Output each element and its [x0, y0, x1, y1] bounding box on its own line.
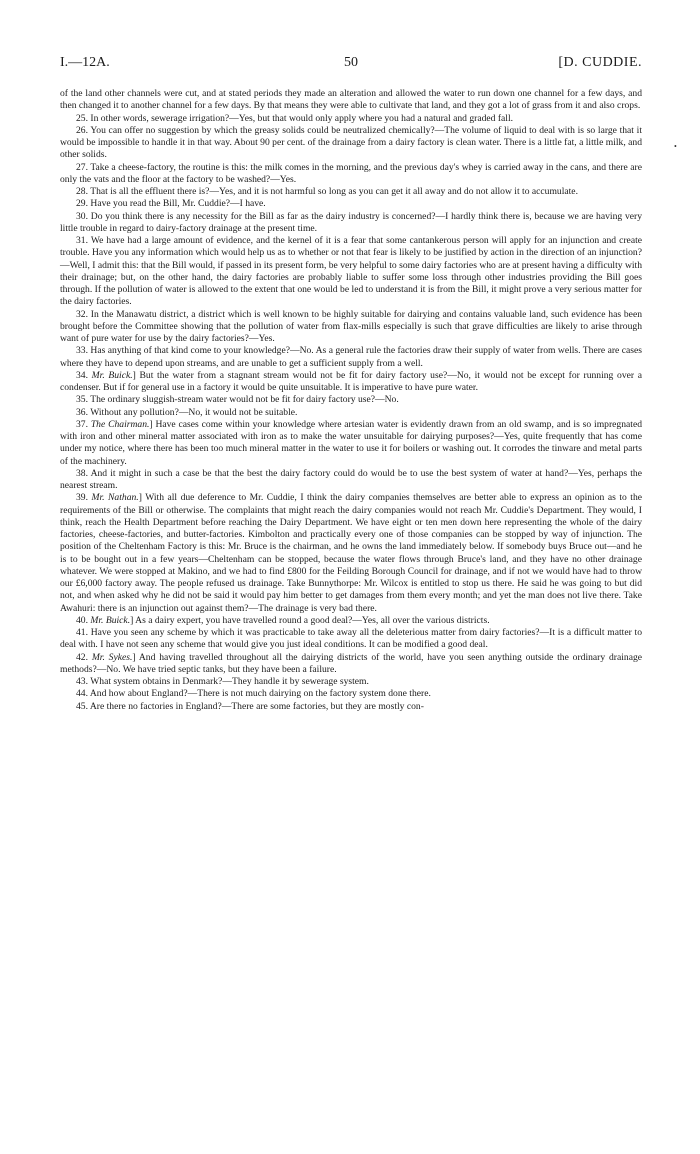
paragraph-text: ] As a dairy expert, you have travelled round a good deal?—Yes, all over the various districts. — [130, 614, 490, 626]
speaker-name: Mr. Sykes. — [91, 651, 133, 663]
paragraph: 41. Have you seen any scheme by which it was practicable to take away all the deleterious matter from dairy factories?—It is a difficult matter to deal with. I have not seen any scheme that would give you just ideal conditions. It can be modified a good deal. — [60, 627, 642, 651]
paragraph: 44. And how about England?—There is not much dairying on the factory system done there. — [76, 688, 431, 700]
paragraph: 30. Do you think there is any necessity for the Bill as far as the dairy industry is concerned?—I hardly think there is, because we are having very little trouble in regard to dairy-factory drainage at the present time. — [60, 210, 642, 234]
speaker-name: The Chairman. — [90, 418, 150, 430]
document-reference: I.—12A. — [60, 55, 110, 70]
paragraph: of the land other channels were cut, and at stated periods they made an alteration and allowed the water to run down one channel for a few days, and then changed it to another channel for a few days. By that means they were able to cultivate that land, and they got a lot of grass from it and also crops. — [60, 88, 642, 112]
paragraph: 26. You can offer no suggestion by which the greasy solids could be neutralized chemically?—The volume of liquid to deal with is so large that it would be impossible to handle it in that way. About 90 per cent. of the drainage from a dairy factory is clean water. There is a little fat, a little milk, and other solids. — [60, 124, 642, 161]
paragraph: 25. In other words, sewerage irrigation?—Yes, but that would only apply where you had a natural and graded fall. — [76, 112, 514, 124]
paragraph — [60, 492, 642, 615]
witness-name: [D. CUDDIE. — [558, 55, 642, 70]
paragraph: 33. Has anything of that kind come to your knowledge?—No. As a general rule the factories draw their supply of water from wells. There are cases where they have to depend upon streams, and are unable to get a sufficient supply from a well. — [60, 345, 642, 369]
paragraph: 29. Have you read the Bill, Mr. Cuddie?—I have. — [76, 198, 266, 210]
paragraph: 43. What system obtains in Denmark?—They handle it by sewerage system. — [76, 676, 369, 687]
paragraph — [60, 370, 642, 395]
speaker-name: Mr. Buick. — [90, 614, 131, 626]
paragraph: 28. That is all the effluent there is?—Yes, and it is not harmful so long as you can get it all away and do not allow it to accumulate. — [76, 186, 578, 197]
page-number: 50 — [344, 55, 358, 70]
paragraph-number: 34. — [76, 369, 92, 381]
paragraph: 36. Without any pollution?—No, it would not be suitable. — [76, 406, 298, 418]
paragraph-text: ] And having travelled throughout all the dairying districts of the world, have you seen anything outside the ordinary drainage methods?—No. We have tried septic tanks, but they have been a failure. — [60, 651, 643, 675]
paragraph-number: 39. — [76, 492, 92, 504]
speaker-name: Mr. Buick. — [91, 369, 133, 381]
paragraph: 38. And it might in such a case be that the best the dairy factory could do would be to use the best system of water at hand?—Yes, perhaps the nearest stream. — [60, 467, 642, 491]
margin-mark: • — [674, 142, 677, 151]
paragraph: 32. In the Manawatu district, a district which is well known to be highly suitable for dairying and contains valuable land, such evidence has been brought before the Committee showing that the pollution of water from flax-mills especially is such that grave difficulties are likely to arise through want of pure water for use by the dairy factories?—Yes. — [60, 308, 642, 344]
paragraph-number: 42. — [76, 651, 92, 663]
page-header — [60, 55, 642, 77]
paragraph — [60, 615, 642, 627]
paragraph: 35. The ordinary sluggish-stream water would not be fit for dairy factory use?—No. — [76, 394, 399, 406]
document-body — [60, 88, 642, 713]
paragraph-text: ] But the water from a stagnant stream would not be fit for dairy factory use?—No, it would not be except for running over a condenser. But if for general use in a factory it would be quite unsuitable. It is imperative to have pure water. — [60, 369, 643, 393]
paragraph-text: ] Have cases come within your knowledge where artesian water is evidently drawn from an old swamp, and is so impregnated with iron and other mineral matter associated with iron as to make the water unsuitable for dairying purposes?—Yes, quite frequently that has come under my notice, where there has been too much mineral matter in the water to use it for boilers or washing out. It corrodes the tinware and metal parts of the machinery. — [60, 418, 642, 467]
paragraph: 27. Take a cheese-factory, the routine is this: the milk comes in the morning, and the previous day's whey is carried away in the cans, and there are only the vats and the floor at the factory to be washed?—Yes. — [60, 161, 642, 185]
paragraph — [60, 652, 642, 677]
paragraph-number: 37. — [76, 418, 91, 430]
paragraph-number: 40. — [76, 614, 91, 626]
paragraph: 31. We have had a large amount of evidence, and the kernel of it is a fear that some cantankerous person will apply for an injunction and create trouble. Have you any information which would help us as to whether or not that fear is likely to be justified by action in the direction of an injunction?—Well, I admit this: that the Bill would, if passed in its present form, be very helpful to some dairy factories who are at present having a difficulty with their drainage; but, on the other hand, the dairy factories are probably liable to suffer some loss through other industries providing the Bill goes through. If the pollution of water is allowed to the extent that one would be led to understand it is from the Bill, it might prove a very serious matter for the dairy factories. — [60, 235, 642, 308]
paragraph: 45. Are there no factories in England?—There are some factories, but they are mostly con- — [76, 700, 424, 712]
speaker-name: Mr. Nathan. — [91, 492, 139, 504]
paragraph-text: ] With all due deference to Mr. Cuddie, I think the dairy companies themselves are better able to express an opinion as to the requirements of the Bill or otherwise. The complaints that might reach the dairy companies would not reach Mr. Cuddie's Department. They would, I think, reach the Health Department before reaching the Dairy Department. We have eight or ten men down here representing the whole of the dairy factories, cheese-factories, and butter-factories. Kimbolton and practically every one of those companies can be stopped by way of injunction. The position of the Cheltenham Factory is this: Mr. Bruce is the chairman, and he owns the land immediately below. If somebody buys Bruce out—and he is to be bought out in a few years—Cheltenham can be stopped, because the water flows through Bruce's land, and they have no other drainage whatever. We were stopped at Makino, and we had to find £800 for the Feilding Borough Council for drainage, and if not we would have had to throw our £6,000 factory away. The people refused us drainage. Take Bunnythorpe: Mr. Wilcox is entitled to stop us there. He said he was going to but did not, and when asked why he did not be said it would pay him better to get damages from them every month; and yet the man does not live there. Take Awahuri: there is an injunction out against them?—The drainage is very bad there. — [60, 492, 642, 614]
paragraph — [60, 419, 642, 468]
